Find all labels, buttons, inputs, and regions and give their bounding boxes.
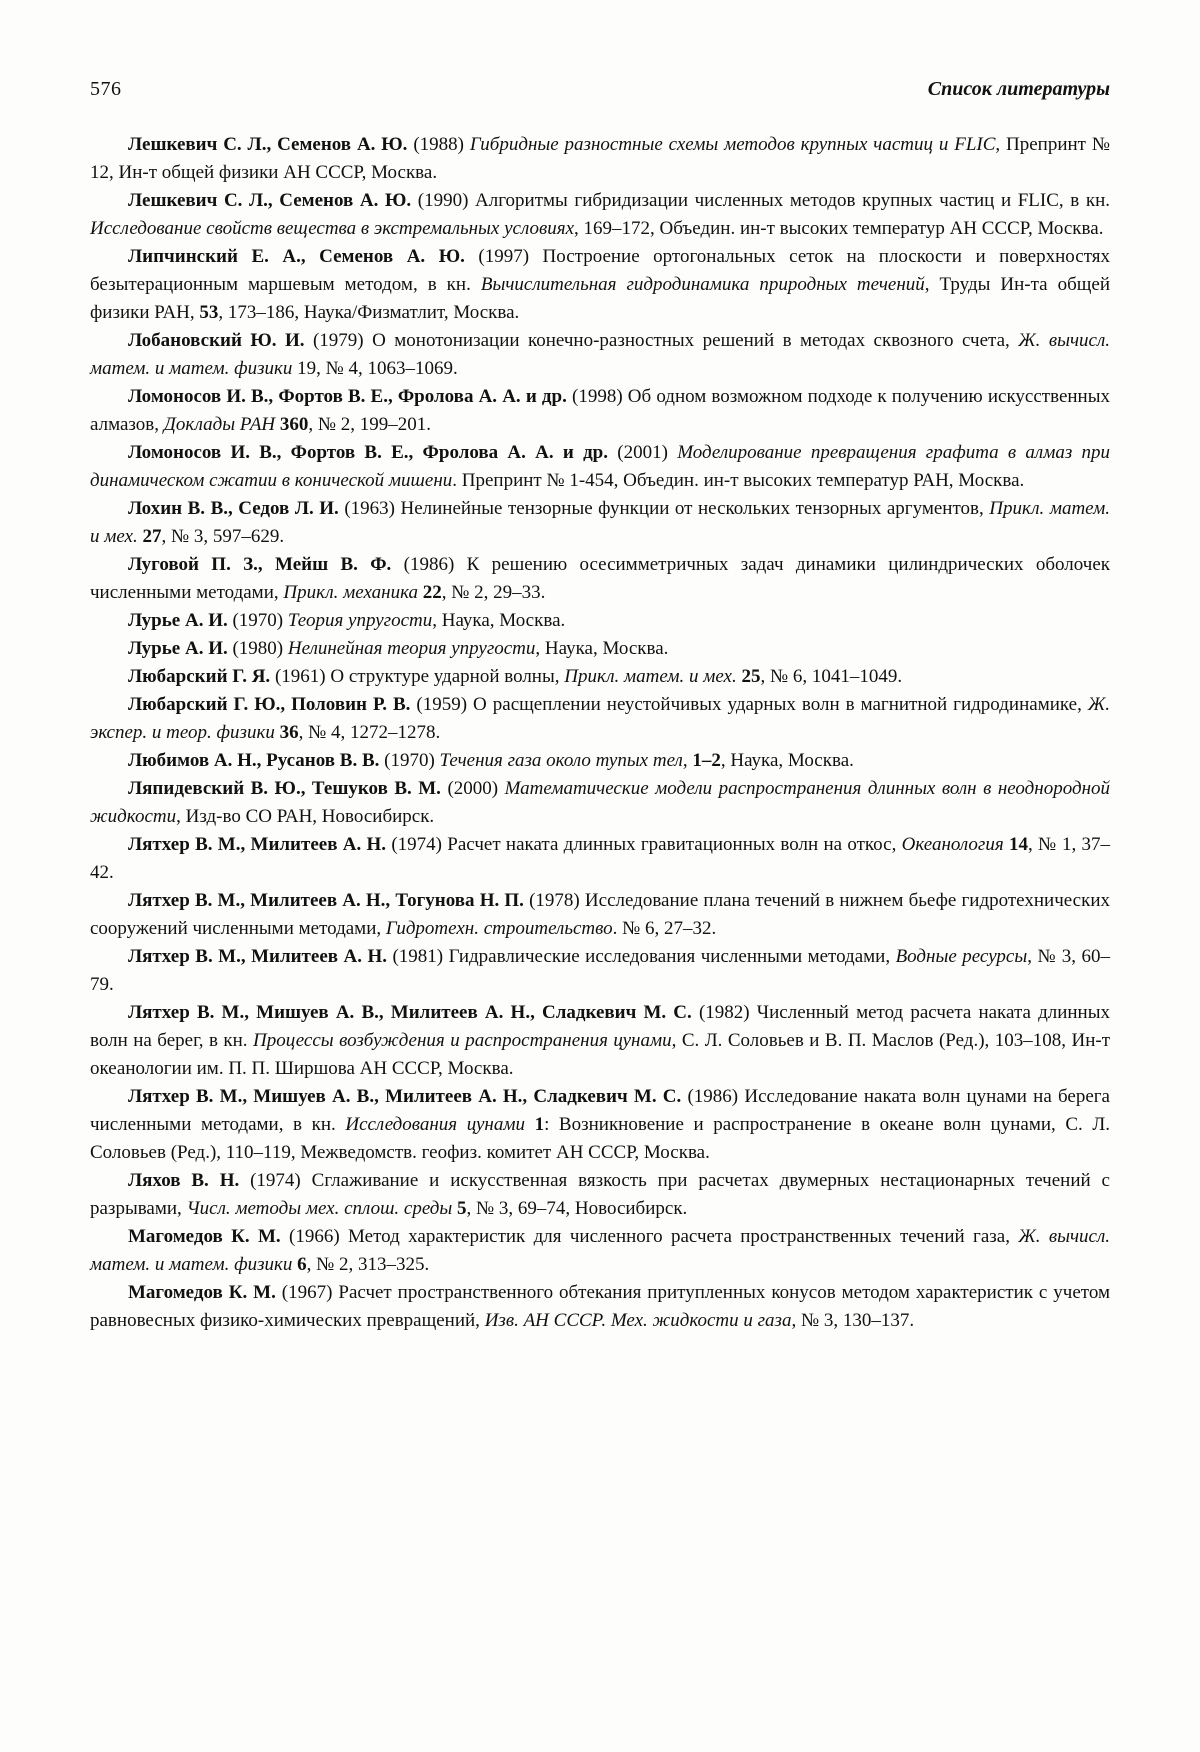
reference-segment: Любарский Г. Я. [128,666,275,687]
reference-segment: (1981) Гидравлические исследования численными методами, [392,946,896,967]
reference-segment: Лобановский Ю. И. [128,330,313,351]
reference-segment: Течения газа около тупых тел [439,750,683,771]
reference-entry [90,691,1110,747]
reference-segment: Процессы возбуждения и распространения цунами [253,1030,672,1051]
reference-segment: 6 [297,1254,307,1275]
reference-segment: (1974) Сглаживание и искусственная вязкость при расчетах двумерных нестационарных течений с разрывами, [90,1170,1110,1219]
reference-segment: 53 [199,302,219,323]
reference-segment: (1970) [384,750,440,771]
reference-segment: Исследование свойств вещества в экстремальных условиях [90,218,575,239]
reference-segment: (1982) Численный метод расчета наката длинных волн на берег, в кн. [90,1002,1110,1051]
reference-segment: , № 2, 313–325. [306,1254,430,1275]
reference-segment: Любарский Г. Ю., Половин Р. В. [128,694,417,715]
reference-segment: 1–2 [692,750,721,771]
reference-segment: 360 [279,414,309,435]
reference-segment: (1961) О структуре ударной волны, [274,666,565,687]
reference-segment: Нелинейная теория упругости [287,638,536,659]
reference-entry [90,635,1110,663]
reference-entry [90,747,1110,775]
reference-entry [90,383,1110,439]
reference-segment: , № 3, 69–74, Новосибирск. [466,1198,688,1219]
reference-segment: (1974) Расчет наката длинных гравитационных волн на откос, [391,834,902,855]
reference-segment: . № 6, 27–32. [612,918,717,939]
reference-entry [90,1083,1110,1167]
reference-entry [90,887,1110,943]
reference-segment: , 169–172, Объедин. ин-т высоких температур АН СССР, Москва. [574,218,1104,239]
reference-segment: Океанология [901,834,1004,855]
reference-segment: Гидротехн. строительство [385,918,613,939]
header-title: Список литературы [927,78,1110,100]
reference-entry [90,187,1110,243]
reference-segment: , Изд-во СО РАН, Новосибирск. [176,806,435,827]
reference-segment: 27 [142,526,162,547]
reference-segment: , Наука, Москва. [432,610,566,631]
reference-segment: , 173–186, Наука/Физматлит, Москва. [218,302,520,323]
reference-segment: Водные ресурсы [895,946,1028,967]
reference-segment: , [682,750,693,771]
reference-segment: (1967) Расчет пространственного обтекания притупленных конусов методом характеристик с учетом равновесных физико-химических превращений, [90,1282,1110,1331]
reference-segment: 22 [422,582,442,603]
reference-entry [90,831,1110,887]
reference-segment: , № 6, 1041–1049. [760,666,903,687]
reference-segment: (2000) [447,778,505,799]
reference-segment: Лятхер В. М., Милитеев А. Н. [128,946,393,967]
reference-segment: Лятхер В. М., Милитеев А. Н. [128,834,392,855]
reference-segment: (1978) Исследование плана течений в нижнем бьефе гидротехнических сооружений численными методами, [90,890,1110,939]
reference-list [90,131,1110,1335]
reference-segment: Прикл. матем. и мех. [564,666,737,687]
reference-segment: Магомедов К. М. [128,1282,282,1303]
reference-segment: , № 2, 29–33. [441,582,546,603]
reference-segment: Исследования цунами [345,1114,525,1135]
reference-segment: (1966) Метод характеристик для численного расчета пространственных течений газа, [289,1226,1019,1247]
reference-segment: (1963) Нелинейные тензорные функции от нескольких тензорных аргументов, [344,498,990,519]
reference-segment: Изв. АН СССР. Мех. жидкости и газа [484,1310,792,1331]
reference-entry [90,775,1110,831]
reference-entry [90,495,1110,551]
reference-segment: Доклады РАН [163,414,276,435]
reference-segment: Магомедов К. М. [128,1226,290,1247]
reference-segment: (1997) Построение ортогональных сеток на плоскости и поверхностях безытерационным маршевым методом, в кн. [90,246,1110,295]
reference-entry [90,1167,1110,1223]
reference-entry [90,999,1110,1083]
reference-segment: Гибридные разностные схемы методов крупных частиц и FLIC [469,134,996,155]
reference-segment: 19, № 4, 1063–1069. [292,358,458,379]
reference-segment: Любимов А. Н., Русанов В. В. [128,750,385,771]
reference-segment: Ж. вычисл. матем. и матем. физики [90,330,1110,379]
page-number: 576 [90,78,122,100]
reference-segment: , Наука, Москва. [720,750,854,771]
reference-segment: 25 [741,666,761,687]
reference-segment: , № 4, 1272–1278. [298,722,441,743]
reference-entry [90,131,1110,187]
reference-segment: Вычислительная гидродинамика природных течений [480,274,925,295]
reference-segment: Прикл. матем. и мех. [90,498,1110,547]
reference-segment: (1959) О расщеплении неустойчивых ударных волн в магнитной гидродинамике, [416,694,1088,715]
reference-segment: . Препринт № 1-454, Объедин. ин-т высоких температур РАН, Москва. [452,470,1025,491]
reference-segment [525,1114,535,1135]
reference-segment: 14 [1008,834,1028,855]
reference-segment: Лурье А. И. [128,638,233,659]
reference-segment: Ляхов В. Н. [128,1170,251,1191]
reference-entry [90,551,1110,607]
reference-segment: Прикл. механика [283,582,418,603]
reference-segment: (1986) Исследование наката волн цунами на берега численными методами, в кн. [90,1086,1110,1135]
reference-segment: Лятхер В. М., Мишуев А. В., Милитеев А. Н., Сладкевич М. С. [128,1086,688,1107]
reference-segment: 1 [534,1114,545,1135]
reference-segment: , № 3, 60–79. [90,946,1110,995]
reference-segment: Ломоносов И. В., Фортов В. Е., Фролова А. А. и др. [128,386,572,407]
reference-entry [90,663,1110,691]
reference-segment: , № 3, 597–629. [161,526,285,547]
reference-segment: Ломоносов И. В., Фортов В. Е., Фролова А. А. и др. [128,442,618,463]
reference-segment: , С. Л. Соловьев и В. П. Маслов (Ред.), 103–108, Ин-т океанологии им. П. П. Ширшова АН СССР, Москва. [90,1030,1110,1079]
reference-segment: (1979) О монотонизации конечно-разностных решений в методах сквозного счета, [312,330,1019,351]
running-head [90,78,1110,101]
reference-segment: Ж. вычисл. матем. и матем. физики [90,1226,1110,1275]
reference-segment: Моделирование превращения графита в алмаз при динамическом сжатии в конической мишени [90,442,1110,491]
reference-segment: (1986) К решению осесимметричных задач динамики цилиндрических оболочек численными методами, [90,554,1110,603]
reference-segment: , Наука, Москва. [535,638,669,659]
reference-segment: (1980) [232,638,288,659]
reference-segment: (1990) Алгоритмы гибридизации численных методов крупных частиц и FLIC, в кн. [417,190,1111,211]
reference-segment: 36 [279,722,299,743]
reference-segment: , № 2, 199–201. [308,414,432,435]
reference-segment: 5 [457,1198,467,1219]
reference-segment: , Труды Ин-та общей физики РАН, [90,274,1110,323]
reference-segment: , Препринт № 12, Ин-т общей физики АН СССР, Москва. [90,134,1110,183]
reference-segment: : Возникновение и распространение в океане волн цунами, С. Л. Соловьев (Ред.), 110–119, Межведомств. геофиз. комитет АН СССР, Москва. [90,1114,1110,1163]
reference-entry [90,1223,1110,1279]
reference-segment: Лурье А. И. [128,610,233,631]
reference-entry [90,1279,1110,1335]
reference-segment: (2001) [617,442,678,463]
reference-segment: Лохин В. В., Седов Л. И. [128,498,345,519]
reference-entry [90,943,1110,999]
reference-segment: Лятхер В. М., Милитеев А. Н., Тогунова Н. П. [128,890,530,911]
reference-segment: (1998) Об одном возможном подходе к получению искусственных алмазов, [90,386,1110,435]
reference-entry [90,439,1110,495]
reference-segment: (1988) [413,134,470,155]
reference-segment: Лятхер В. М., Мишуев А. В., Милитеев А. Н., Сладкевич М. С. [128,1002,699,1023]
reference-segment: Лешкевич С. Л., Семенов А. Ю. [128,134,414,155]
reference-segment: Ж. экспер. и теор. физики [90,694,1110,743]
reference-segment: Луговой П. З., Мейш В. Ф. [128,554,404,575]
reference-segment: Ляпидевский В. Ю., Тешуков В. М. [128,778,448,799]
reference-entry [90,243,1110,327]
reference-segment: , № 1, 37–42. [90,834,1111,883]
reference-segment: Теория упругости [287,610,433,631]
reference-entry [90,327,1110,383]
reference-segment: Лешкевич С. Л., Семенов А. Ю. [128,190,418,211]
reference-segment: , № 3, 130–137. [791,1310,915,1331]
reference-segment: (1970) [232,610,288,631]
reference-segment: Липчинский Е. А., Семенов А. Ю. [128,246,479,267]
reference-segment: Числ. методы мех. сплош. среды [186,1198,453,1219]
reference-entry [90,607,1110,635]
reference-segment: Математические модели распространения длинных волн в неоднородной жидкости [90,778,1111,827]
